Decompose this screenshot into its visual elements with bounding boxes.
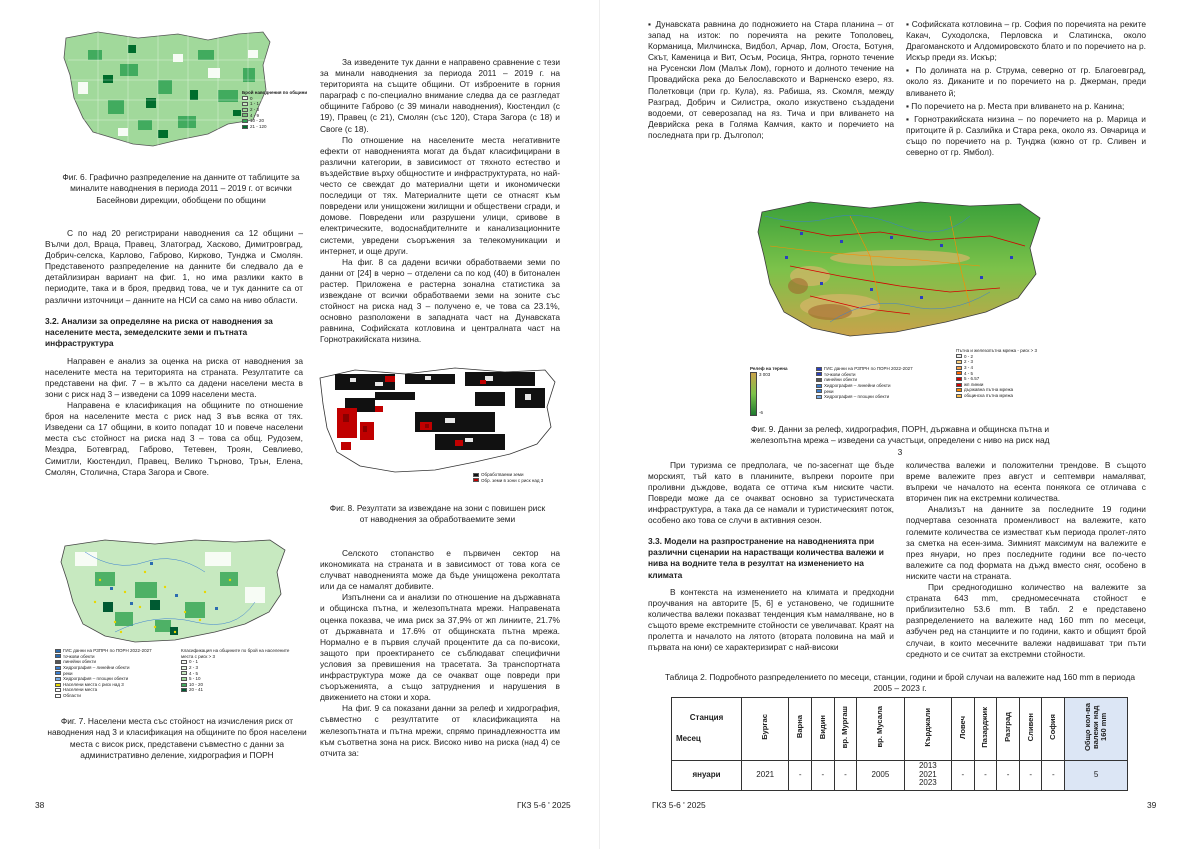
paragraph-climate-4: При средногодишно количество на валежите за страната 643 mm, средномесечната стойност е приблизително 53.6 mm. В табл. 2 е представено разпределението на валежите над 160 mm по месеци, азбучен ред на станциите и по години, както и общият брой случаи, в които месечните валежи надвишават три пъти средното и се считат за екстремни стойности.: [906, 582, 1146, 659]
fig9-legend-roads-swatch: [956, 354, 962, 358]
bullet-struma: ▪ По долината на р. Струма, северно от гр. Благоевград, около яз. Диканите и по поречието на р. Джерман, преди вливането й;: [906, 65, 1146, 98]
table-header-station: [857, 698, 904, 761]
paragraph-compare-1: За изведените тук данни е направено сравнение с тези за минали наводнения за периода 2011 – 2019 г. на територията на същите общини. От изброените в горния параграф с по-специално внимание следва да се разгледат общините Габрово (с 39 минали наводнения), Кюстендил (с 19), Правец (с 21), Смолян (със 120), Стара Загора (с 18) и Своге (с 18).: [320, 57, 560, 134]
table-header-station: [742, 698, 789, 761]
table-header-label: Ловеч: [957, 715, 967, 739]
table-header-label: Сливен: [1025, 712, 1035, 742]
fig7-legend-left-swatch: [55, 694, 61, 698]
fig9-legend-gis-label: линейни обекти: [824, 377, 858, 383]
fig9-legend-roads-swatch: [956, 377, 962, 381]
fig7-legend-right-items: [181, 659, 301, 693]
fig7-legend-left-label: ГИС данни на РЗПРН по ПОРН 2022-2027: [63, 648, 152, 653]
fig7-legend-left-label: реки: [63, 670, 73, 676]
table-cell: 5: [1065, 760, 1128, 790]
right-column-2-top: [906, 19, 1146, 160]
table-header-label: вр. Мургаш: [840, 705, 850, 749]
fig7-map: [55, 532, 305, 712]
fig7-legend-right-label: 5 - 10: [189, 676, 201, 682]
fig6-legend-swatch: [242, 119, 248, 123]
left-column-1: [45, 228, 303, 478]
table-header-station: [834, 698, 857, 761]
paragraph-agri-1: Селското стопанство е първичен сектор на икономиката на страната и в зависимост от това кога се случват наводненията може да бъде унищожена реколтата или да се намалят добивите.: [320, 548, 560, 592]
fig7-legend-left-label: Населени места с риск над 3: [63, 681, 124, 687]
fig9-legend-extra-swatch: [956, 394, 962, 398]
table-2: [671, 697, 1128, 791]
fig7-legend-right-title: Класификация на общините по брой на населените места с риск > 3: [181, 648, 290, 659]
fig6-legend-title: Брой наводнения по общини: [242, 90, 308, 95]
table-cell: -: [789, 760, 812, 790]
fig9-legend-roads-label: 2 - 3: [964, 359, 974, 365]
table-cell: -: [1042, 760, 1065, 790]
fig7-legend-left-swatch: [55, 666, 61, 670]
table-header-station: [997, 698, 1020, 761]
fig9-legend-extra-swatch: [956, 388, 962, 392]
paragraph-compare-3: На фиг. 8 са дадени всички обработваеми земи по данни от [24] в черно – отделени са по код (40) в битонален растер. Приложена е растерна зонална статистика за извеждане от всички обработваеми земи на зоните със стойност на риска над 3 – получено е, че това са 23.1%, основно разположени в западната част на Дунавската равнина, Софийската котловина и централната част на Горнотракийската низина.: [320, 256, 560, 345]
fig9-legend-extra-swatch: [956, 383, 962, 387]
fig8-caption: Фиг. 8. Резултати за извеждане на зони с повишен риск от наводнения за обработваемите земи: [329, 503, 546, 525]
fig6-map: [58, 20, 308, 170]
fig6-legend-label: 1 - 1: [250, 101, 260, 107]
fig7-legend-right-swatch: [181, 688, 187, 692]
fig9-relief-title: Релеф на терена: [750, 366, 788, 371]
paragraph-settlements-1: Направен е анализ за оценка на риска от наводнения за населените места на територията на страната. Резултатите са представени на фиг. 7 – в жълто са дадени населени места в зони с риск над 3 – изведени са 1099 населени места.: [45, 355, 303, 399]
fig6-legend-label: 0: [250, 95, 253, 101]
fig9-legend-roads-label: 0 - 2: [964, 353, 974, 359]
fig9-legend-gis-swatch: [816, 378, 822, 382]
fig7-legend-right-swatch: [181, 666, 187, 670]
paragraph-20-floods: С по над 20 регистрирани наводнения са 12 общини – Вълчи дол, Враца, Правец, Златоград, Хасково, Димитровград, Добрич-селска, Карлово, Габрово, Кирково, Тунджа и Смолян. Представеното разпределение на данните би следвало да е детайлизиран вариант на фиг. 1, но има разлики както в периодите, така и в броя, предвид това, че и тук данните са от различни източници – данните на НСИ са само на ниво области.: [45, 228, 303, 305]
fig7-legend-right-swatch: [181, 683, 187, 687]
bullet-mesta: ▪ По поречието на р. Места при вливането на р. Канина;: [906, 100, 1125, 111]
table-header-station: [1065, 698, 1128, 761]
table-cell: -: [952, 760, 975, 790]
table-header-label: Варна: [795, 715, 805, 739]
table-cell: 2013 2021 2023: [904, 760, 951, 790]
fig9-legend-gis-swatch: [816, 384, 822, 388]
table-corner-station: Станция: [689, 713, 724, 723]
fig7-legend-left-label: Хидрография – линейни обекти: [63, 664, 130, 670]
table-cell: 2005: [857, 760, 904, 790]
fig9-legend-gis-swatch: [816, 395, 822, 399]
fig8-legend-swatch-risk: [473, 478, 479, 482]
fig7-legend-left-swatch: [55, 677, 61, 681]
table-header-station: [952, 698, 975, 761]
fig9-roads-items: [956, 354, 1056, 382]
table-cell: -: [1019, 760, 1042, 790]
fig9-legend-gis-label: точкови обекти: [824, 371, 856, 377]
section-3-2-heading: 3.2. Анализи за определяне на риска от наводнения за населените места, земеделските земи и пътната инфраструктура: [45, 315, 273, 349]
table-header-row: [672, 698, 1128, 761]
fig9-legend-gis: [816, 366, 926, 400]
fig6-legend-swatch: [242, 113, 248, 117]
fig6-legend-swatch: [242, 125, 248, 129]
fig7-legend-left-swatch: [55, 649, 61, 653]
right-journal-name: ГКЗ 5-6 ' 2025: [652, 799, 706, 810]
table-corner-cell: [672, 698, 742, 761]
fig6-legend-label: 4 - 9: [250, 112, 260, 118]
fig7-legend-right-swatch: [181, 671, 187, 675]
left-column-2: [320, 57, 560, 345]
fig9-map: [750, 196, 1050, 418]
right-column-1-top: [648, 19, 894, 143]
table-header-label: Общо кол-ва валежи над 160 mm: [1083, 703, 1109, 751]
fig7-legend-left-swatch: [55, 683, 61, 687]
fig6-legend: [242, 90, 308, 129]
bullet-thracian-lowland: ▪ Горнотракийската низина – по поречието на р. Марица и притоците й р. Сазлийка и Стара река, около яз. Овчарица и също по поречието на р. Тунджа (южно от гр. Сливен и северно от гр. Ямбол).: [906, 113, 1146, 158]
paragraph-climate-3: Анализът на данните за последните 19 години подчертава сезонната променливост на валежите, като големите количества се изместват към периода пролет-лято за сметка на есен-зима. Зимният максимум на валежите е през януари, но през последните години все по-често валежите са под формата на дъжд вместо сняг, особено в ниските части на страната.: [906, 504, 1146, 581]
fig7-legend-left-label: Населени места: [63, 687, 98, 693]
fig9-legend-extra-label: жп линии: [964, 381, 984, 387]
table-row-label: януари: [672, 760, 742, 790]
fig8-legend: [473, 472, 561, 483]
fig9-relief-min: -6: [759, 410, 764, 415]
fig8-map: [315, 362, 560, 492]
fig9-map-graphic: [750, 196, 1050, 346]
fig6-legend-swatch: [242, 102, 248, 106]
table-header-station: [812, 698, 835, 761]
table-header-label: София: [1048, 714, 1058, 740]
fig9-legend-relief: [750, 366, 810, 416]
fig7-legend-right-swatch: [181, 660, 187, 664]
paragraph-agri-3: На фиг. 9 са показани данни за релеф и хидрография, съвместно с резултатите от класификацията на железопътната и пътна мрежи, спрямо принадлежността им към съответна зона на риск. Високо ниво на риска (над 4) се отчита за:: [320, 703, 560, 758]
fig9-legend-roads-label: 3 - 4: [964, 364, 974, 370]
fig9-caption: Фиг. 9. Данни за релеф, хидрография, ПОРН, държавна и общинска пътна и железопътна мрежа – изведени са участъци, определени с ниво на риск над 3: [750, 424, 1050, 457]
fig9-legend-gis-label: Хидрография – площни обекти: [824, 394, 890, 400]
fig9-legend-gis-swatch: [816, 367, 822, 371]
fig7-caption: Фиг. 7. Населени места със стойност на изчисления риск от наводнения над 3 и класификация на общините по броя населени места с висок риск, представени съвместно с данни за административно деление, хидрография и ПОРН: [47, 716, 307, 761]
fig9-roads-title: Пътна и железопътна мрежа - риск > 3: [956, 348, 1037, 353]
fig9-legend-roads-swatch: [956, 371, 962, 375]
table-2-caption: Таблица 2. Подробното разпределението по месеци, станции, години и брой случаи на валежите над 160 mm в периода 2005 – 2023 г.: [664, 672, 1136, 694]
left-journal-name: ГКЗ 5-6 ' 2025: [517, 799, 571, 810]
fig7-legend-left-swatch: [55, 660, 61, 664]
fig6-legend-label: 21 - 120: [250, 123, 267, 129]
fig9-legend-gis-swatch: [816, 389, 822, 393]
fig7-legend-right-label: 20 - 41: [189, 687, 204, 693]
fig9-legend-gis-swatch: [816, 372, 822, 376]
right-column-1-bottom: [648, 460, 894, 654]
table-header-label: Бургас: [760, 714, 770, 740]
table-row-january: [672, 760, 1128, 790]
fig9-legend-gis-label: Хидрография – линейни обекти: [824, 382, 891, 388]
fig7-legend-right-label: 4 - 5: [189, 670, 199, 676]
bullet-danube-plain: ▪ Дунавската равнина до подножието на Стара планина – от запад на изток: по поречията на реките Тополовец, Корманица, Милчинска, Видбол, Арчар, Лом, Огоста, Ботуня, Скът, Каменица и Вит, Осъм, Росица, Янтра, горното течение на Русенски Лом (Малък Лом), горното и долното течение на Провадийска река до Белославското и Варненско езеро, яз. Полетковци (при гр. Кула), яз. Рабиша, яз. Скомля, между Разград, Добрич и Силистра, около изкуствено създадени водоеми, от северозапад на яз. Тича и при вливането на Деврийска река в Голяма Камчия, както и поречието на последната при гр. Дългопол;: [648, 19, 894, 140]
fig7-legend-left-label: Области: [63, 693, 81, 698]
fig9-legend-roads-label: 5 - 6.57: [964, 376, 980, 382]
fig6-legend-swatch: [242, 96, 248, 100]
right-page-number: 39: [1147, 799, 1157, 810]
fig6-legend-item: [242, 124, 308, 130]
fig9-legend-gis-item: [816, 394, 926, 400]
table-header-station: [1042, 698, 1065, 761]
table-corner-month: Месец: [676, 733, 701, 743]
table-cell: -: [812, 760, 835, 790]
paragraph-climate-1: В контекста на изменението на климата и предходни проучвания на авторите [5, 6] е установено, че годишните количества валежи показват тенденция към намаляване, но в същото време екстремните стойности се увеличават. Краят на пролетта и началото на лятото (втората половина на май и първата на юни) се характеризират с най-високи: [648, 586, 894, 653]
table-header-station: [789, 698, 812, 761]
section-3-3-heading: 3.3. Модели на разпространение на наводненията при различни сценарии на нарастващи количества валежи и нива на водните тела в резултат на изменението на климата: [648, 535, 884, 580]
fig7-legend-left: [55, 648, 175, 699]
right-page: [600, 0, 1200, 849]
fig7-legend-right-label: 0 - 1: [189, 659, 199, 665]
fig9-legend-extra-label: общинска пътна мрежа: [964, 393, 1013, 398]
fig8-legend-arable: Обработваеми земи: [481, 472, 524, 477]
fig6-legend-swatch: [242, 108, 248, 112]
paragraph-agri-2: Изпълнени са и анализи по отношение на държавната и общинска пътна, и железопътната мрежи. Направената оценка показва, че има риск за 37,9% от жп линиите, 21.7% от държавната и 17.6% от общинската пътна мрежа. Нормално е в първия случай процентите да са по-високи, защото при проектирането се съблюдават специфични условия за превишения на трасетата. За транспортната инфраструктура може да се очакват още повреди при съоръженията, а също затруднения и нарушения в движението на стоки и хора.: [320, 592, 560, 703]
fig9-extra-items: [956, 382, 1056, 399]
fig7-legend-left-swatch: [55, 688, 61, 692]
paragraph-climate-2: количества валежи и положителни трендове. В същото време валежите през август и септември намаляват, въпреки че началото на есента понякога се отличава с вторичен пик на екстремни количества.: [906, 460, 1146, 504]
fig7-legend-right: [181, 648, 301, 693]
fig7-legend-right-label: 2 - 3: [189, 664, 199, 670]
left-column-2-lower: [320, 548, 560, 759]
table-header-label: Пазарджик: [980, 706, 990, 748]
fig9-legend-extra-label: държавна пътна мрежа: [964, 387, 1014, 393]
fig9-legend-roads-swatch: [956, 360, 962, 364]
fig9-legend-gis-label: ГИС данни на РЗПРН по ПОРН 2022-2027: [824, 366, 913, 371]
table-cell: 2021: [742, 760, 789, 790]
table-header-station: [1019, 698, 1042, 761]
table-cell: -: [974, 760, 997, 790]
table-header-label: Видин: [817, 714, 827, 740]
fig7-legend-right-item: [181, 687, 301, 693]
fig9-legend-gis-label: реки: [824, 388, 834, 394]
fig8-legend-swatch-arable: [473, 473, 479, 477]
fig7-legend-left-label: точкови обекти: [63, 653, 95, 659]
fig6-legend-items: [242, 96, 308, 130]
paragraph-compare-2: По отношение на населените места негативните ефекти от наводненията могат да бъдат класифицирани в различни категории, в зависимост от тяхното естество и въздействие върху общностите и инфраструктурата, но най-честo се свеждат до материални щети и икономически последици от тях. Материалните щети се отнасят към повредени или унищожени жилищни и обществени сгради, и домове. Повредени или разрушени улици, сривове в електрическите, водоснабдителните и канализационните системи, увредени съоръжения за телекомуникации и интернет, и още други.: [320, 134, 560, 256]
table-header-label: вр. Мусала: [875, 706, 885, 748]
table-header-label: Кърджали: [922, 707, 932, 747]
fig6-legend-label: 10 - 20: [250, 118, 265, 124]
fig7-legend-right-swatch: [181, 677, 187, 681]
table-cell: -: [997, 760, 1020, 790]
paragraph-settlements-2: Направена е класификация на общините по отношение броя на населените места с риск над 3 във всяка от тях. Изведени са 17 общини, в които попадат 10 и повече населени места със стойност на риска над 3 – това са общ. Рудозем, Мездра, Ботевград, Габрово, Тетевен, Троян, Севлиево, Симитли, Кюстендил, Правец, Велико Търново, Трън, Елена, Смолян, Столична, Стара Загора и Своге.: [45, 400, 303, 477]
fig6-legend-label: 2 - 3: [250, 106, 260, 112]
fig7-map-graphic: [55, 532, 305, 650]
fig7-legend-left-item: [55, 693, 175, 699]
bullet-sofia-basin: ▪ Софийската котловина – гр. София по поречията на реките Какач, Суходолска, Перловска и Слатинска, около Драгоманското и Алдомировското блато и по поречието на р. Искър преди яз. Искър;: [906, 19, 1146, 63]
fig7-legend-right-label: 10 - 20: [189, 681, 204, 687]
fig7-legend-left-label: линейни обекти: [63, 659, 97, 665]
fig6-caption: Фиг. 6. Графично разпределение на данните от таблиците за миналите наводнения в периода 2011 – 2019 г. от всички Басейнови дирекции, обобщени по общини: [62, 172, 300, 205]
fig8-legend-risk: Обр. земи в зони с риск над 3: [481, 477, 544, 483]
right-column-2-bottom: [906, 460, 1146, 660]
table-header-station: [974, 698, 997, 761]
fig9-legend-roads: [956, 348, 1056, 399]
left-page-number: 38: [35, 799, 45, 810]
fig7-legend-left-swatch: [55, 654, 61, 658]
fig9-legend-extra-item: [956, 393, 1056, 399]
paragraph-tourism: При туризма се предполага, че по-засегнат ще бъде морският, тъй като в планините, въпреки пороите при проливни дъждове, водата се оттича към ниските части. Повреди може да се очакват основно за туристическата инфраструктура, а така да се намали и туристическият поток, особено ако това се случи в активния сезон.: [648, 460, 894, 526]
fig7-legend-left-label: Хидрография – площни обекти: [63, 676, 129, 682]
fig9-relief-gradient: [750, 372, 757, 416]
table-header-station: [904, 698, 951, 761]
fig7-legend-left-swatch: [55, 671, 61, 675]
table-cell: -: [834, 760, 857, 790]
fig9-relief-max: 3 003: [759, 371, 771, 377]
table-header-label: Разград: [1003, 712, 1013, 742]
fig9-legend-roads-label: 4 - 5: [964, 370, 974, 376]
fig9-legend-roads-swatch: [956, 366, 962, 370]
